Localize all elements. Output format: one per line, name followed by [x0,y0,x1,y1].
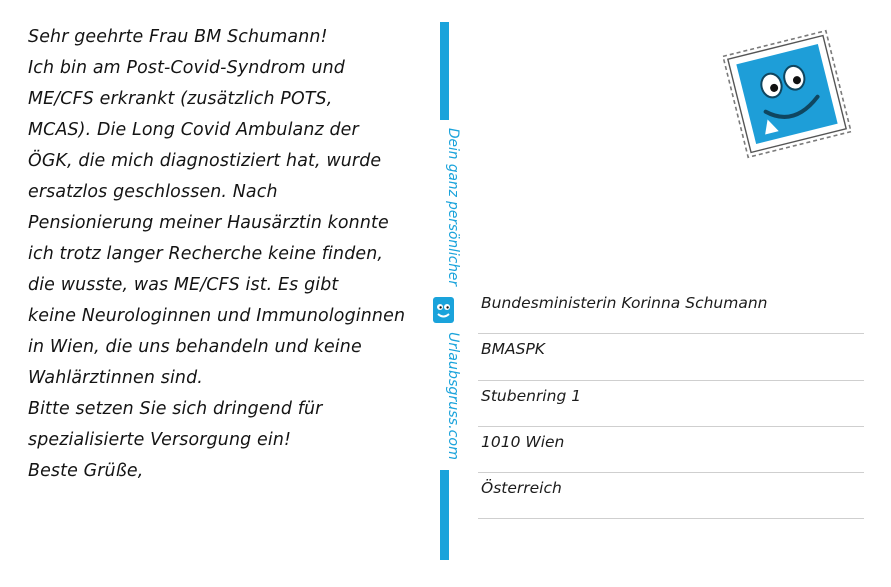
address-line-text: 1010 Wien [481,432,565,451]
message-text [28,22,428,487]
message-line: ersatzlos geschlossen. Nach [28,182,278,202]
tagline-text: Dein ganz persönlicher [445,128,461,296]
message-line: ich trotz langer Recherche keine finden, [28,244,384,264]
message-line: Beste Grüße, [28,461,144,481]
message-line: Pensionierung meiner Hausärztin konnte [28,213,389,233]
address-line-text: BMASPK [481,340,545,359]
urlaubsgruss-logo-icon [433,297,454,323]
address-line [478,473,864,519]
address-line [478,427,864,473]
recipient-address [478,288,864,519]
address-line-text: Stubenring 1 [481,386,582,405]
message-line: MCAS). Die Long Covid Ambulanz der [28,120,359,140]
website-text: Urlaubsgruss.com [445,332,461,463]
message-line: ME/CFS erkrankt (zusätzlich POTS, [28,89,333,109]
message-line: ÖGK, die mich diagnostiziert hat, wurde [28,151,382,171]
message-line: die wusste, was ME/CFS ist. Es gibt [28,275,339,295]
message-line: in Wien, die uns behandeln und keine [28,337,362,357]
address-line [478,334,864,380]
address-line [478,288,864,334]
address-line-text: Bundesministerin Korinna Schumann [481,294,768,312]
address-line [478,381,864,427]
divider-bar-bottom [440,470,449,560]
message-line: Wahlärztinnen sind. [28,368,203,388]
message-line: Bitte setzen Sie sich dringend für [28,399,323,419]
address-line-text: Österreich [481,479,562,498]
message-line: Ich bin am Post-Covid-Syndrom und [28,58,345,78]
side-branding-graphic [432,128,461,464]
smiley-stamp-icon [716,24,858,164]
message-line: spezialisierte Versorgung ein! [28,430,292,450]
message-line: Sehr geehrte Frau BM Schumann! [28,27,328,47]
divider-bar-top [440,22,449,120]
side-branding [432,128,461,464]
message-line: keine Neurologinnen und Immunologinnen [28,306,406,326]
